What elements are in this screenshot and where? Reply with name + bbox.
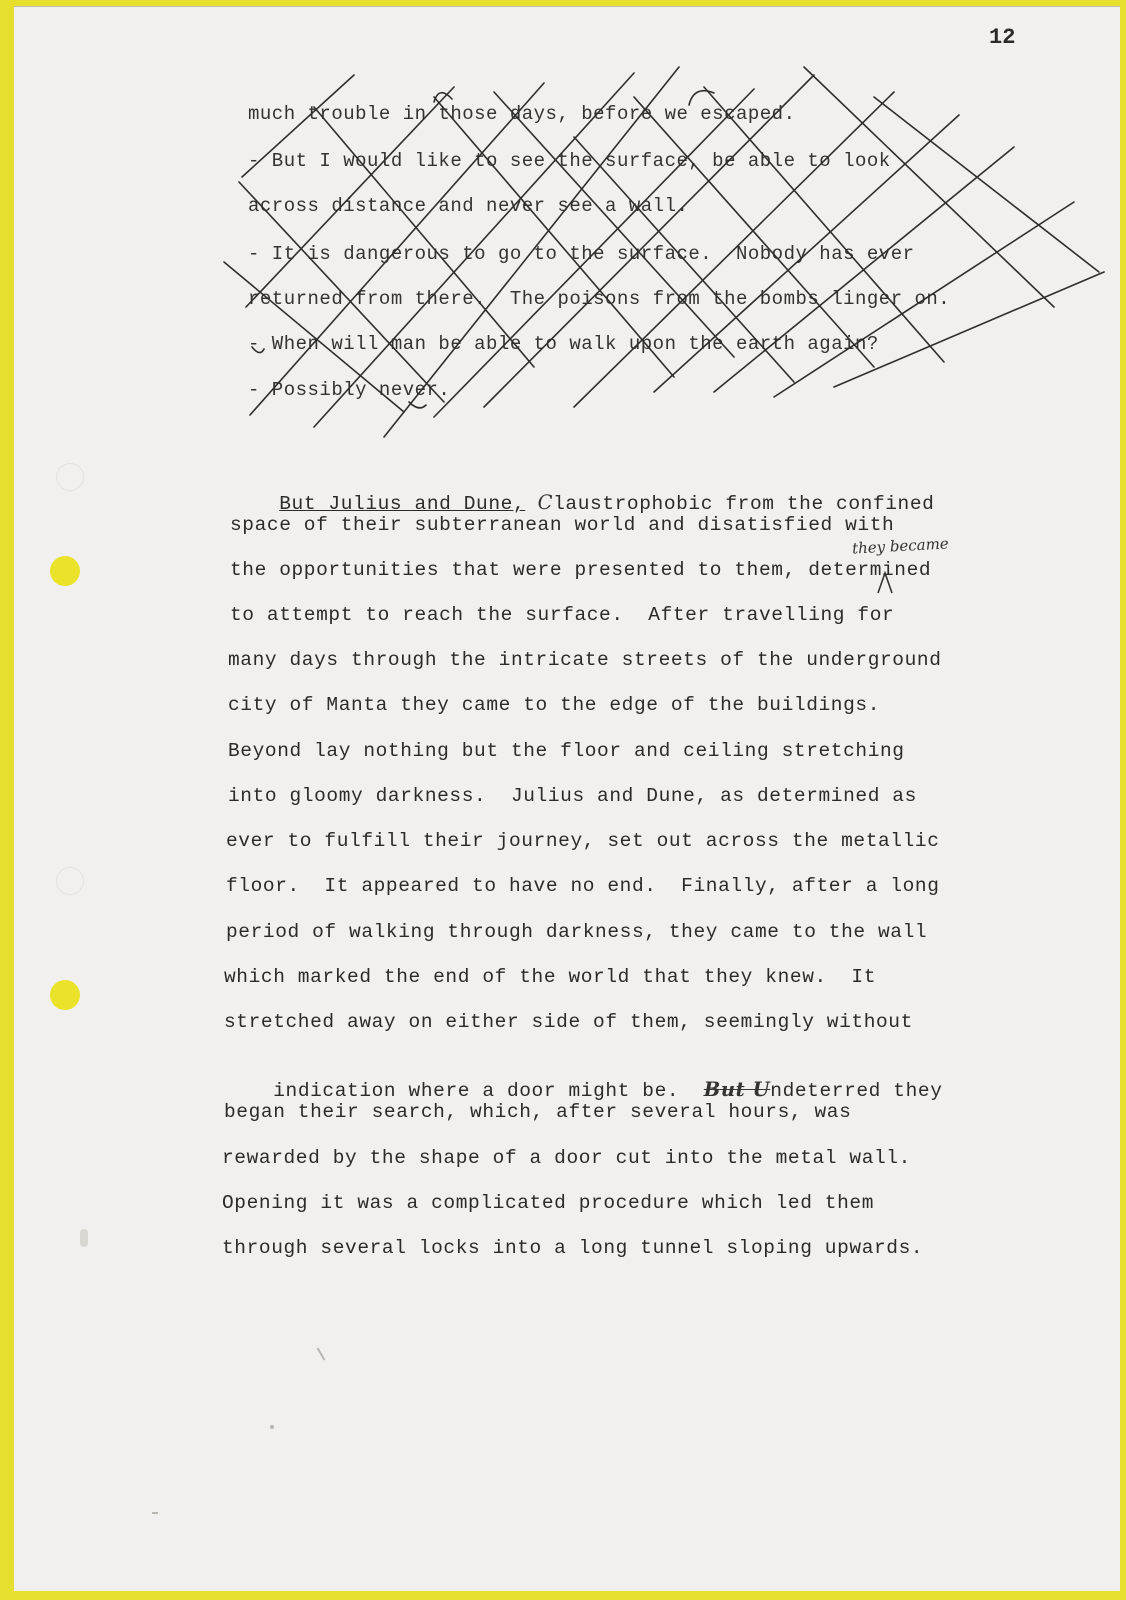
dialogue-line: much trouble in those days, before we escaped. — [248, 103, 796, 125]
deleted-opening: But Julius and Dune, — [279, 493, 526, 515]
line-text: indication where a door might be. — [273, 1080, 704, 1102]
dialogue-line: - Possibly never. — [248, 379, 451, 401]
faint-hole-mark — [56, 463, 84, 491]
paragraph-line-11: period of walking through darkness, they came to the wall — [226, 921, 928, 943]
paper-speck — [317, 1347, 326, 1360]
paragraph-line-2: space of their subterranean world and disatisfied with — [230, 514, 895, 536]
dialogue-line: - It is dangerous to go to the surface. Nobody has ever — [248, 243, 915, 265]
paragraph-line-16: rewarded by the shape of a door cut into the metal wall. — [222, 1147, 911, 1169]
dialogue-line: - When will man be able to walk upon the earth again? — [248, 333, 879, 355]
typewritten-page — [14, 6, 1120, 1591]
dialogue-line: across distance and never see a wall. — [248, 195, 689, 217]
deleted-but: But U — [703, 1078, 771, 1101]
paragraph-line-4: to attempt to reach the surface. After travelling for — [230, 604, 895, 626]
paragraph-line-18: through several locks into a long tunnel sloping upwards. — [222, 1237, 924, 1259]
paragraph-line-6: city of Manta they came to the edge of the buildings. — [228, 694, 881, 716]
paragraph-line-7: Beyond lay nothing but the floor and ceiling stretching — [228, 740, 905, 762]
punch-hole-upper — [50, 556, 80, 586]
punch-hole-lower — [50, 980, 80, 1010]
paragraph-line-15: began their search, which, after several hours, was — [224, 1101, 852, 1123]
line-text: ndeterred they — [770, 1080, 943, 1102]
line-text: laustrophobic from the confined — [553, 493, 935, 515]
paper-speck — [152, 1512, 158, 1514]
page-number: 12 — [989, 25, 1016, 50]
paragraph-line-10: floor. It appeared to have no end. Finally, after a long — [226, 875, 940, 897]
handwritten-insertion: they became — [851, 534, 950, 558]
paragraph-line-8: into gloomy darkness. Julius and Dune, as determined as — [228, 785, 917, 807]
paragraph-line-13: stretched away on either side of them, seemingly without — [224, 1011, 913, 1033]
paragraph-line-9: ever to fulfill their journey, set out across the metallic — [226, 830, 940, 852]
paragraph-line-3: the opportunities that were presented to them, determined — [230, 559, 932, 581]
crossed-out-dialogue — [14, 7, 1120, 457]
dialogue-line: returned from there. The poisons from the bombs linger on. — [248, 288, 951, 310]
crosshatch-strike-marks — [14, 7, 1120, 457]
paragraph-line-17: Opening it was a complicated procedure which led them — [222, 1192, 875, 1214]
paragraph-line-12: which marked the end of the world that they knew. It — [224, 966, 877, 988]
paper-speck — [270, 1425, 274, 1429]
faint-hole-mark — [56, 867, 84, 895]
paragraph-line-5: many days through the intricate streets of the underground — [228, 649, 942, 671]
paper-speck — [80, 1229, 88, 1247]
handwritten-capital: C — [537, 491, 554, 514]
dialogue-line: - But I would like to see the surface, be able to look — [248, 150, 891, 172]
